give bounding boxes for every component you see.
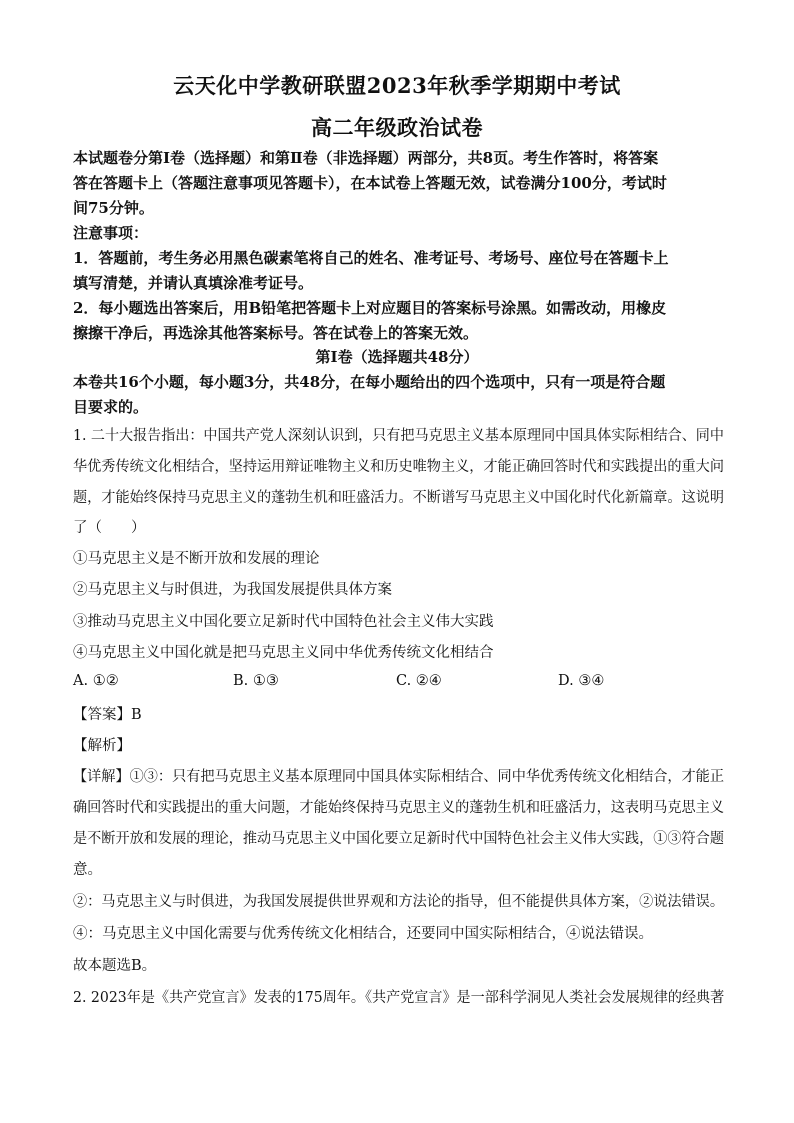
section-desc-line-2: 目要求的。 — [73, 398, 149, 416]
q1-option-d: D. ③④ — [558, 673, 605, 689]
q1-analysis-label: 【解析】 — [73, 738, 131, 754]
q1-stem-line-4: 了（ ） — [73, 520, 146, 536]
q1-option-a: A. ①② — [73, 673, 119, 689]
q1-option-b: B. ①③ — [233, 673, 279, 689]
q1-stem-line-1: 1. 二十大报告指出：中国共产党人深刻认识到，只有把马克思主义基本原理同中国具体实际相结合、同中 — [73, 428, 724, 444]
q1-stem-line-3: 题，才能始终保持马克思主义的蓬勃生机和旺盛活力。不断谱写马克思主义中国化时代化新篇章。这说明 — [73, 490, 724, 506]
q1-statement-4: ④马克思主义中国化就是把马克思主义同中华优秀传统文化相结合 — [73, 645, 494, 661]
q1-detail-line-6: ④：马克思主义中国化需要与优秀传统文化相结合，还要同中国实际相结合，④说法错误。 — [73, 926, 653, 942]
notes-heading: 注意事项： — [73, 224, 149, 242]
q1-detail-line-4: 意。 — [73, 862, 102, 878]
section-desc-line-1: 本卷共16个小题，每小题3分，共48分，在每小题给出的四个选项中，只有一项是符合题 — [73, 373, 666, 391]
note-2-line-1: 2．每小题选出答案后，用B铅笔把答题卡上对应题目的答案标号涂黑。如需改动，用橡皮 — [73, 299, 667, 317]
exam-subtitle: 高二年级政治试卷 — [311, 115, 483, 140]
q1-detail-line-1: 【详解】①③：只有把马克思主义基本原理同中国具体实际相结合、同中华优秀传统文化相结合，才能正 — [73, 769, 724, 785]
q1-detail-line-5: ②：马克思主义与时俱进，为我国发展提供世界观和方法论的指导，但不能提供具体方案，②说法错误。 — [73, 894, 724, 910]
intro-line-3: 间75分钟。 — [73, 199, 154, 217]
note-1-line-2: 填写清楚，并请认真填涂准考证号。 — [73, 274, 314, 292]
note-1-line-1: 1．答题前，考生务必用黑色碳素笔将自己的姓名、准考证号、考场号、座位号在答题卡上 — [73, 249, 669, 267]
q1-answer: 【答案】B — [73, 707, 142, 723]
q1-option-c: C. ②④ — [396, 673, 442, 689]
q2-stem-line-1: 2. 2023年是《共产党宣言》发表的175周年。《共产党宣言》是一部科学洞见人类社会发展规律的经典著 — [73, 990, 725, 1006]
intro-line-2: 答在答题卡上（答题注意事项见答题卡），在本试卷上答题无效，试卷满分100分，考试时 — [73, 174, 667, 192]
q1-statement-1: ①马克思主义是不断开放和发展的理论 — [73, 551, 320, 567]
q1-detail-line-3: 是不断开放和发展的理论，推动马克思主义中国化要立足新时代中国特色社会主义伟大实践，①③符合题 — [73, 831, 724, 847]
intro-line-1: 本试题卷分第Ⅰ卷（选择题）和第Ⅱ卷（非选择题）两部分，共8页。考生作答时，将答案 — [73, 149, 659, 167]
q1-stem-line-2: 华优秀传统文化相结合，坚持运用辩证唯物主义和历史唯物主义，才能正确回答时代和实践提出的重大问 — [73, 459, 724, 475]
q1-conclusion: 故本题选B。 — [73, 958, 157, 974]
q1-statement-2: ②马克思主义与时俱进，为我国发展提供具体方案 — [73, 582, 392, 598]
section-heading: 第Ⅰ卷（选择题共48分） — [315, 348, 479, 366]
q1-detail-line-2: 确回答时代和实践提出的重大问题，才能始终保持马克思主义的蓬勃生机和旺盛活力，这表明马克思主义 — [73, 800, 724, 816]
exam-title: 云天化中学教研联盟2023年秋季学期期中考试 — [173, 73, 621, 98]
note-2-line-2: 擦擦干净后，再选涂其他答案标号。答在试卷上的答案无效。 — [73, 324, 479, 342]
q1-statement-3: ③推动马克思主义中国化要立足新时代中国特色社会主义伟大实践 — [73, 614, 494, 630]
